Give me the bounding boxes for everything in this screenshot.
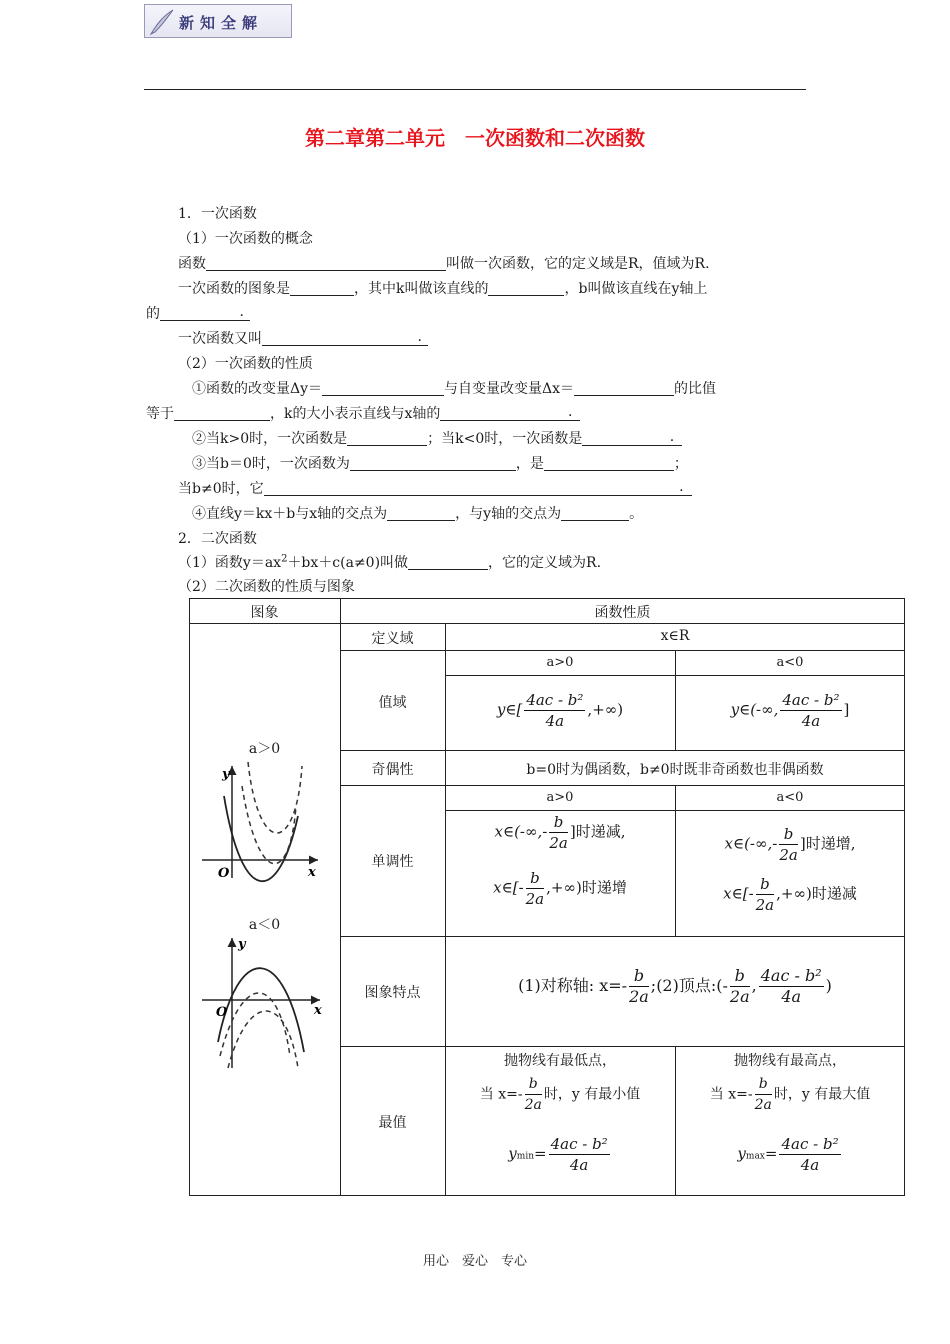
header-logo: [144, 4, 292, 38]
numerator: b: [526, 868, 545, 889]
denominator: 2a: [549, 834, 568, 852]
denominator: 4a: [569, 1156, 589, 1174]
ext-neg-ymax: [675, 1134, 905, 1175]
prop-line3b: [178, 478, 692, 498]
prop-line3: [192, 453, 688, 473]
header-image: 图象: [250, 605, 279, 621]
fill-blank[interactable]: [488, 281, 564, 296]
numerator: b: [756, 874, 775, 895]
row-domain: 定义域: [371, 631, 414, 647]
fill-blank[interactable]: [440, 406, 580, 421]
text: ]时递增,: [799, 834, 856, 853]
table-rule: [340, 650, 905, 651]
table-rule: [340, 936, 905, 937]
text: ，它的定义域为R.: [488, 555, 602, 571]
text: 一次函数的图象是: [178, 281, 290, 297]
row-monotonicity: 单调性: [371, 854, 414, 870]
ext-neg-line1: 抛物线有最高点，: [734, 1053, 846, 1069]
numerator: b: [629, 966, 649, 987]
text: ，是: [515, 456, 544, 472]
text: 函数: [178, 256, 206, 272]
mono-pos-increasing: [445, 868, 675, 909]
fill-blank[interactable]: [350, 456, 516, 471]
text: 当 x=-: [709, 1086, 753, 1103]
mono-a-pos: a>0: [546, 790, 574, 805]
text: 一次函数又叫: [178, 331, 262, 347]
axis-y-label: y: [222, 767, 230, 782]
text: 当b≠0时，它: [178, 481, 264, 497]
table-rule: [189, 623, 905, 624]
section1-sub2: （2）一次函数的性质: [178, 356, 313, 372]
subscript: min: [516, 1151, 534, 1162]
numerator: 4ac - b²: [526, 691, 584, 709]
text: ＋bx＋c(a≠0)叫做: [287, 555, 409, 571]
text: ②当k>0时，一次函数是: [192, 431, 348, 447]
table-rule: [445, 810, 905, 811]
text: ;(2)顶点:(-: [650, 976, 728, 995]
domain-value: x∈R: [660, 628, 690, 644]
text: ,: [751, 976, 757, 995]
text: 叫做一次函数，它的定义域是R，值域为R.: [446, 256, 710, 272]
graph-a-negative: [198, 932, 330, 1074]
ext-pos-line2: [445, 1074, 675, 1115]
mono-neg-decreasing: [675, 874, 905, 915]
denominator: 2a: [629, 987, 649, 1006]
fill-blank[interactable]: [544, 456, 674, 471]
numerator: 4ac - b²: [782, 691, 840, 709]
text: ④直线y＝kx＋b与x轴的交点为: [192, 506, 388, 522]
denominator: 2a: [754, 1097, 772, 1113]
numerator: 4ac - b²: [760, 966, 822, 985]
table-rule: [340, 750, 905, 751]
denominator: 2a: [524, 1097, 542, 1113]
row-range: 值域: [378, 695, 407, 711]
section2-sub2: （2）二次函数的性质与图象: [178, 579, 355, 595]
text: .: [679, 479, 684, 495]
denominator: 4a: [781, 987, 802, 1006]
header-rule: [144, 89, 806, 90]
fraction: [779, 1134, 840, 1175]
fill-blank[interactable]: [561, 506, 629, 521]
subscript: max: [745, 1151, 765, 1162]
denominator: 2a: [525, 890, 545, 908]
text: 。: [629, 506, 644, 522]
text: ,+∞)时递增: [546, 878, 627, 897]
text: 的比值: [674, 381, 717, 397]
text: 等于: [146, 406, 174, 422]
prop-line1: [192, 378, 716, 398]
text: .: [669, 429, 675, 445]
axis-x-label: x: [314, 1003, 322, 1018]
text: ): [825, 976, 832, 995]
text: =: [764, 1144, 778, 1163]
axis-origin-label: O: [218, 866, 230, 881]
row-extreme: 最值: [378, 1115, 407, 1131]
fraction: [756, 874, 775, 915]
fill-blank[interactable]: [290, 281, 354, 296]
concept-line3: [146, 303, 250, 323]
table-rule: [340, 785, 905, 786]
fill-blank[interactable]: [262, 331, 428, 346]
fraction: [549, 1134, 610, 1175]
text: x∈(-∞,-: [724, 834, 778, 853]
text: ；: [673, 456, 688, 472]
fraction: [525, 1074, 542, 1115]
row-parity: 奇偶性: [371, 762, 414, 778]
fraction: [779, 824, 798, 865]
prop-line2: [192, 428, 682, 448]
fill-blank[interactable]: [160, 306, 250, 321]
text: x∈[-: [493, 878, 524, 897]
denominator: 4a: [800, 1156, 820, 1174]
text: =: [534, 1144, 547, 1163]
denominator: 2a: [755, 896, 775, 914]
graph-pos-label: a＞0: [248, 741, 281, 757]
text: y: [508, 1144, 517, 1163]
denominator: 4a: [801, 712, 821, 730]
ext-neg-line2: [675, 1074, 905, 1115]
text: ，与y轴的交点为: [455, 506, 562, 522]
superscript: 2: [281, 553, 288, 565]
fill-blank[interactable]: [264, 481, 692, 496]
text: ；当k<0时，一次函数是: [427, 431, 583, 447]
text: ]: [843, 700, 850, 719]
numerator: b: [730, 966, 750, 987]
numerator: 4ac - b²: [781, 1135, 839, 1153]
numerator: b: [779, 824, 798, 845]
text: ，b叫做该直线在y轴上: [564, 281, 708, 297]
fraction: [780, 690, 841, 731]
table-divider: [340, 598, 341, 1196]
axis-origin-label: O: [216, 1005, 228, 1020]
quadratic-definition: [178, 552, 601, 572]
range-neg-formula: [675, 690, 905, 731]
text: 当 x=-: [479, 1086, 523, 1103]
range-pos-formula: [445, 690, 675, 731]
text: x∈[-: [723, 884, 754, 903]
mono-a-neg: a<0: [776, 790, 804, 805]
numerator: 4ac - b²: [550, 1135, 608, 1153]
quill-icon: [147, 6, 177, 38]
fill-blank[interactable]: [322, 381, 444, 396]
header-properties: 函数性质: [594, 605, 651, 621]
axis-x-label: x: [308, 865, 316, 880]
text: ,+∞): [587, 700, 624, 719]
concept-line2: [178, 278, 707, 298]
numerator: b: [525, 1074, 542, 1095]
fraction: [526, 868, 545, 909]
fraction: [524, 690, 585, 731]
fraction: [549, 812, 568, 853]
fill-blank[interactable]: [387, 506, 455, 521]
parabola-solid: [224, 796, 298, 881]
text: y: [737, 1144, 746, 1163]
fraction: [755, 1074, 772, 1115]
features-formula: [445, 966, 905, 1007]
table-rule: [445, 675, 905, 676]
table-rule: [340, 1046, 905, 1047]
parabola-dashed: [220, 993, 290, 1056]
row-features: 图象特点: [364, 985, 421, 1001]
section1-heading: 1．一次函数: [178, 206, 257, 222]
mono-neg-increasing: [675, 824, 905, 865]
text: ，其中k叫做该直线的: [354, 281, 489, 297]
fill-blank[interactable]: [206, 256, 446, 271]
text: y∈[: [496, 700, 523, 719]
text: ，k的大小表示直线与x轴的: [270, 406, 441, 422]
fill-blank[interactable]: [408, 555, 488, 570]
text: .: [567, 404, 573, 420]
fill-blank[interactable]: [582, 431, 682, 446]
fill-blank[interactable]: [347, 431, 427, 446]
page-footer: 用心 爱心 专心: [422, 1254, 527, 1269]
mono-pos-decreasing: [445, 812, 675, 853]
text: .: [239, 304, 244, 320]
graph-a-positive: [198, 756, 328, 886]
page-title: 第二章第二单元 一次函数和二次函数: [305, 126, 645, 150]
fill-blank[interactable]: [574, 381, 674, 396]
text: 时，y 有最小值: [543, 1086, 641, 1103]
range-a-neg: a<0: [776, 655, 804, 670]
numerator: b: [549, 812, 568, 833]
section1-sub1: （1）一次函数的概念: [178, 231, 313, 247]
prop-line4: [192, 503, 643, 523]
text: ①函数的改变量Δy＝: [192, 381, 323, 397]
text: 时，y 有最大值: [773, 1086, 871, 1103]
range-a-pos: a>0: [546, 655, 574, 670]
text: ]时递减,: [569, 822, 626, 841]
text: x∈(-∞,-: [494, 822, 548, 841]
prop-line1b: [146, 403, 580, 423]
section2-heading: 2．二次函数: [178, 531, 257, 547]
fraction: [730, 966, 750, 1007]
axis-y-label: y: [238, 937, 246, 952]
graph-neg-label: a＜0: [248, 917, 281, 933]
fraction: [629, 966, 649, 1007]
denominator: 4a: [545, 712, 565, 730]
text: (1)对称轴: x=-: [518, 976, 628, 995]
ext-pos-ymin: [445, 1134, 675, 1175]
logo-text: 新知全解: [179, 14, 264, 32]
concept-line4: [178, 328, 428, 348]
text: ,+∞)时递减: [776, 884, 857, 903]
text: ③当b＝0时，一次函数为: [192, 456, 350, 472]
text: y∈(-∞,: [730, 700, 779, 719]
ext-pos-line1: 抛物线有最低点，: [504, 1053, 616, 1069]
numerator: b: [755, 1074, 772, 1095]
parity-value: b=0时为偶函数，b≠0时既非奇函数也非偶函数: [526, 762, 824, 778]
text: 与自变量改变量Δx＝: [444, 381, 575, 397]
concept-line1: [178, 253, 710, 273]
denominator: 2a: [729, 987, 750, 1006]
text: .: [417, 329, 422, 345]
denominator: 2a: [779, 846, 798, 864]
text: （1）函数y＝ax: [178, 555, 282, 571]
fraction: [759, 966, 824, 1007]
text: 的: [146, 306, 160, 322]
fill-blank[interactable]: [174, 406, 270, 421]
